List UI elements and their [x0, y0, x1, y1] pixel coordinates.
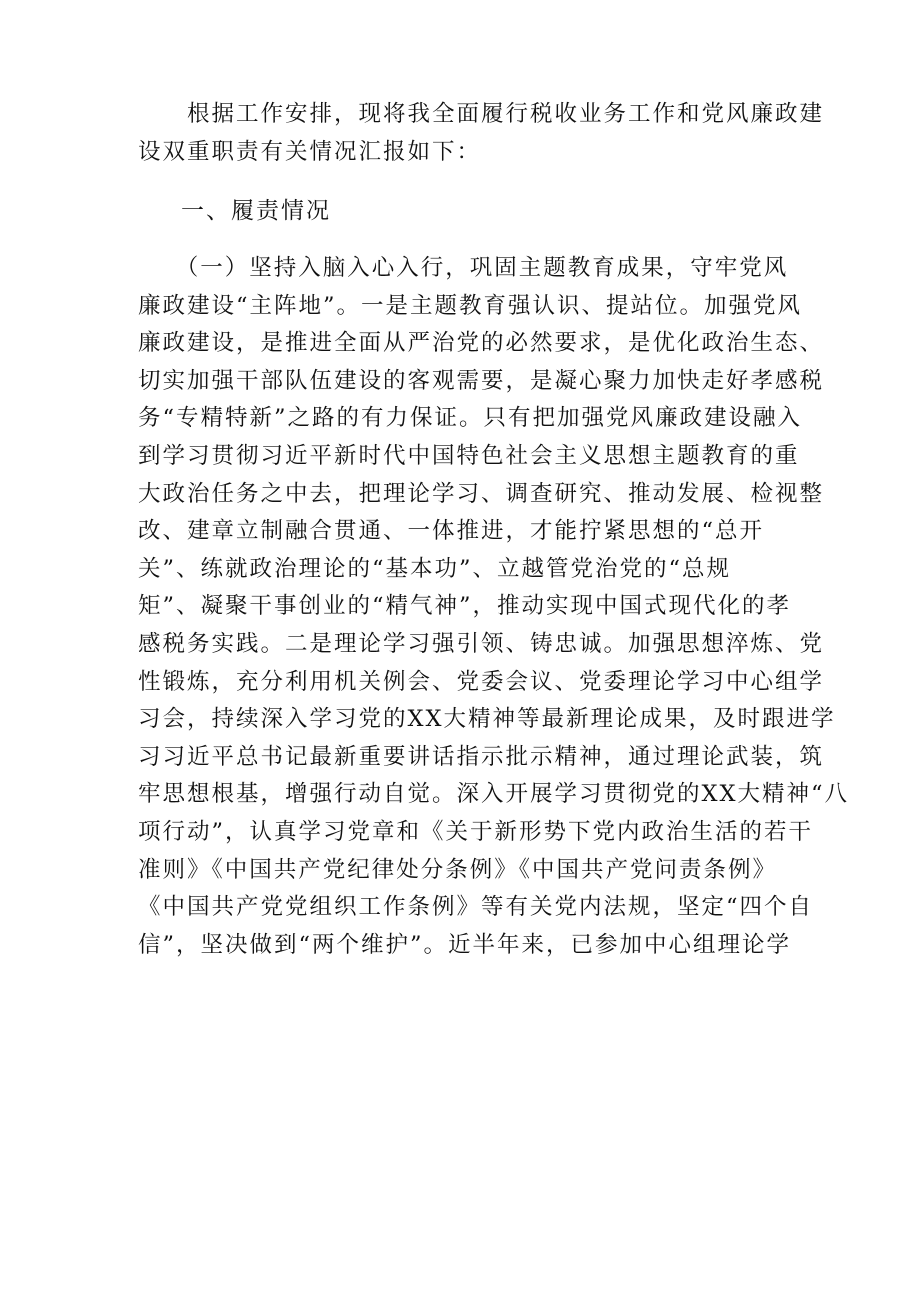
body-line: 信”，坚决做到“两个维护”。近半年来，已参加中心组理论学	[138, 931, 792, 958]
body-line: 准则》《中国共产党纪律处分条例》《中国共产党问责条例》	[138, 856, 778, 883]
body-line: 切实加强干部队伍建设的客观需要，是凝心聚力加快走好孝感税	[138, 367, 825, 394]
body-line: 性锻炼，充分利用机关例会、党委会议、党委理论学习中心组学	[138, 668, 825, 695]
body-line: 改、建章立制融合贯通、一体推进，才能拧紧思想的“总开	[138, 518, 765, 545]
body-line: 《中国共产党党组织工作条例》等有关党内法规，坚定“四个自	[138, 894, 814, 921]
body-line: 项行动”，认真学习党章和《关于新形势下党内政治生活的若干	[138, 818, 814, 845]
body-line: （一）坚持入脑入心入行，巩固主题教育成果，守牢党风	[138, 255, 789, 281]
body-line: 廉政建设，是推进全面从严治党的必然要求，是优化政治生态、	[138, 330, 825, 357]
intro-line: 根据工作安排，现将我全面履行税收业务工作和党风廉政建	[138, 101, 825, 127]
body-paragraph	[138, 250, 850, 964]
body-line: 感税务实践。二是理论学习强引领、铸忠诚。加强思想淬炼、党	[138, 630, 825, 657]
section-heading: 一、履责情况	[181, 198, 331, 224]
intro-line: 设双重职责有关情况汇报如下：	[138, 138, 482, 165]
body-line: 习会，持续深入学习党的XX大精神等最新理论成果，及时跟进学	[138, 706, 836, 733]
body-line: 到学习贯彻习近平新时代中国特色社会主义思想主题教育的重	[138, 442, 800, 469]
body-line: 廉政建设“主阵地”。一是主题教育强认识、提站位。加强党风	[138, 292, 803, 319]
body-line: 关”、练就政治理论的“基本功”、立越管党治党的“总规	[138, 555, 732, 582]
body-line: 大政治任务之中去，把理论学习、调查研究、推动发展、检视整	[138, 480, 825, 507]
body-line: 矩”、凝聚干事创业的“精气神”，推动实现中国式现代化的孝	[138, 593, 792, 620]
intro-paragraph	[138, 96, 825, 171]
body-line: 牢思想根基，增强行动自觉。深入开展学习贯彻党的XX大精神“八	[138, 781, 850, 808]
body-line: 务“专精特新”之路的有力保证。只有把加强党风廉政建设融入	[138, 405, 803, 432]
body-line: 习习近平总书记最新重要讲话指示批示精神，通过理论武装，筑	[138, 743, 825, 770]
